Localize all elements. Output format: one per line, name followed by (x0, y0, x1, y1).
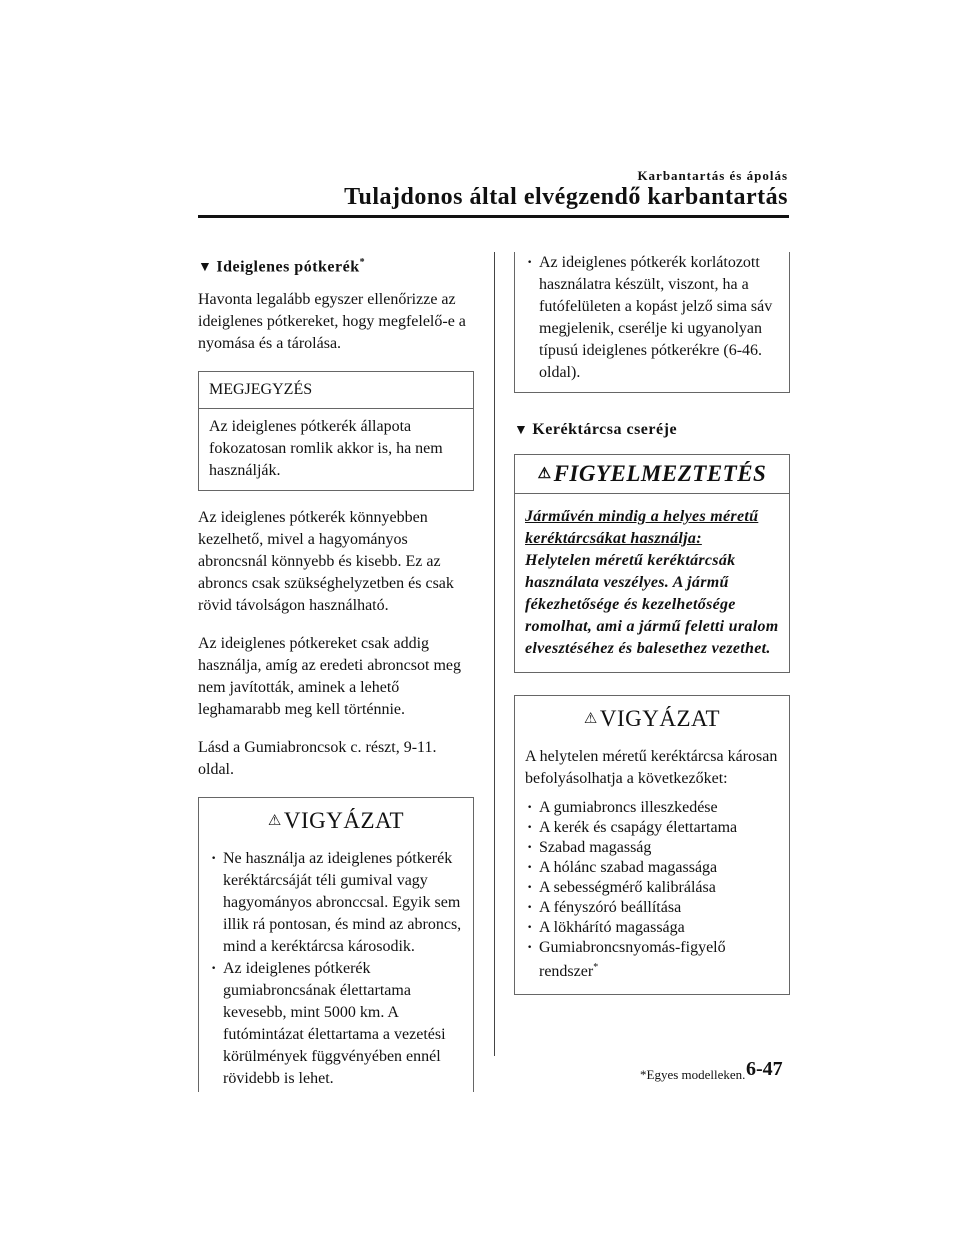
caution-continued-body (515, 252, 789, 392)
note-box (198, 371, 474, 491)
list-item: · Az ideiglenes pótkerék korlátozott használatra készült, viszont, ha a futófelületen a kopást jelző sima sáv megjelenik, cserélje ki ugyanolyan típusú ideiglenes pótkerékre (6-46. oldal). (525, 252, 779, 384)
list-item: · A sebességmérő kalibrálása (525, 878, 779, 898)
warning-triangle-icon: ⚠ (267, 813, 282, 830)
warning-text: Helytelen méretű keréktárcsák használata veszélyes. A jármű fékezhetősége és kezelhetősége romolhat, ami a jármű feletti uralom elvesztéséhez és balesethez vezethet. (525, 552, 779, 657)
caution-box-left (198, 797, 474, 1092)
caution-title: ⚠VIGYÁZAT (583, 706, 721, 731)
warning-lead: Járművén mindig a helyes méretű keréktárcsákat használja: (525, 508, 759, 547)
intro-paragraph: Havonta legalább egyszer ellenőrizze az ideiglenes pótkereket, hogy megfelelő-e a nyomása és a tárolása. (198, 291, 466, 353)
list-item: · A fényszóró beállítása (525, 898, 779, 918)
section-heading-spare-tire: ▼ Ideiglenes pótkerék* (198, 257, 366, 276)
footer-note: *Egyes modelleken. (640, 1067, 746, 1082)
paragraph-1: Az ideiglenes pótkerék könnyebben kezelhető, mivel a hagyományos abroncsnál könnyebb és kisebb. Ez az abroncs csak szükséghelyzetben és csak rövid távolságon használható. (198, 509, 454, 615)
triangle-marker-icon: ▼ (514, 423, 529, 438)
running-header-section: Karbantartás és ápolás (637, 168, 788, 183)
warning-body (515, 494, 789, 672)
list-item: · A kerék és csapágy élettartama (525, 818, 779, 838)
list-item: · Gumiabroncsnyomás-figyelő rendszer* (525, 938, 779, 982)
paragraph-3: Lásd a Gumiabroncsok c. részt, 9-11. oldal. (198, 739, 437, 779)
list-item: · A gumiabroncs illeszkedése (525, 798, 779, 818)
warning-triangle-icon: ⚠ (537, 466, 552, 482)
caution-title: ⚠VIGYÁZAT (267, 808, 405, 834)
list-item: · Ne használja az ideiglenes pótkerék keréktárcsáját téli gumival vagy hagyományos abronccsal. Egyik sem illik rá pontosan, és mind az abroncs, mind a keréktárcsa károsodik. (209, 848, 463, 958)
page-title: Tulajdonos által elvégzendő karbantartás (344, 184, 788, 210)
column-divider (494, 252, 495, 1056)
caution-box-right (514, 695, 790, 995)
warning-title: ⚠FIGYELMEZTETÉS (515, 455, 789, 494)
right-column (514, 252, 790, 995)
warning-triangle-icon: ⚠ (583, 711, 598, 727)
section-heading-wheel-change: ▼ Keréktárcsa cseréje (514, 421, 678, 438)
note-text: Az ideiglenes pótkerék állapota fokozatosan romlik akkor is, ha nem használják. (209, 418, 443, 480)
paragraph-2: Az ideiglenes pótkereket csak addig használja, amíg az eredeti abroncsot meg nem javították, aminek a lehető leghamarabb meg kell történnie. (198, 635, 461, 719)
optional-marker: * (359, 257, 366, 268)
caution-body (515, 740, 789, 994)
page-number: 6-47 (746, 1058, 783, 1080)
caution-intro: A helytelen méretű keréktárcsa károsan befolyásolhatja a következőket: (525, 748, 778, 787)
caution-continued-box (514, 252, 790, 393)
list-item: · A lökhárító magassága (525, 918, 779, 938)
triangle-marker-icon: ▼ (198, 260, 213, 276)
optional-marker: * (593, 962, 599, 973)
left-column (198, 252, 474, 1092)
caution-body (199, 842, 473, 1092)
header-rule (198, 215, 789, 218)
note-title: MEGJEGYZÉS (199, 372, 473, 409)
warning-box (514, 454, 790, 673)
list-item: · Szabad magasság (525, 838, 779, 858)
list-item: · Az ideiglenes pótkerék gumiabroncsának élettartama kevesebb, mint 5000 km. A futómintázat élettartama a vezetési körülmények függvényében ennél rövidebb is lehet. (209, 958, 463, 1090)
list-item: · A hólánc szabad magassága (525, 858, 779, 878)
